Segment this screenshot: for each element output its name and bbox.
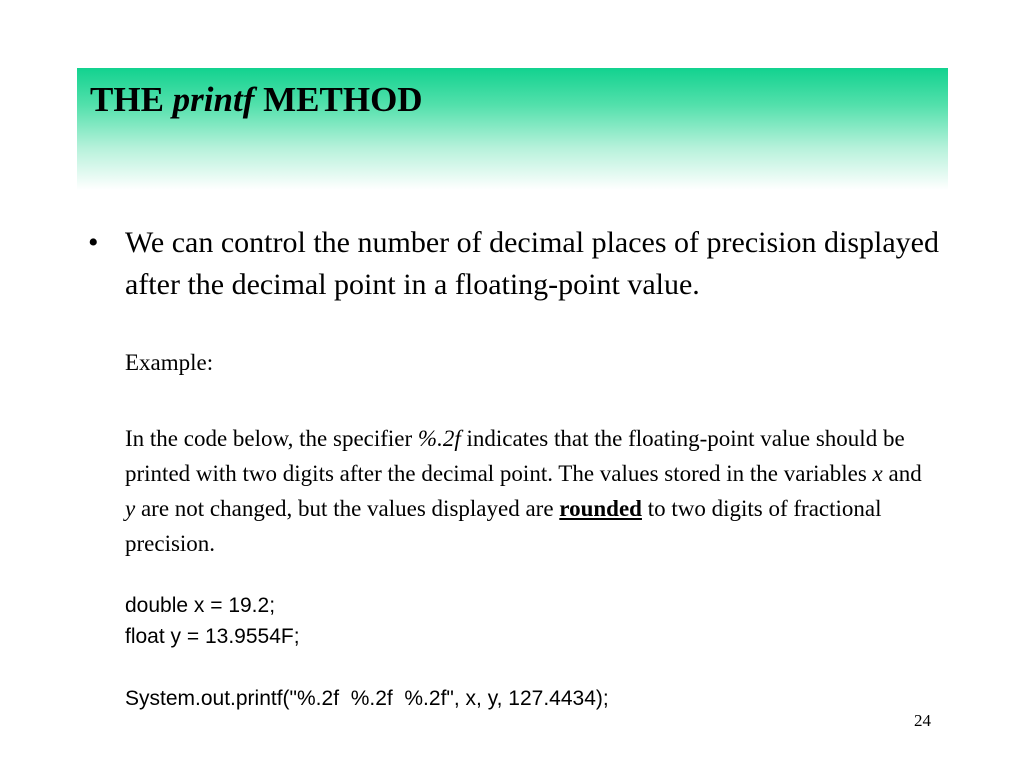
variable-y: y	[125, 496, 136, 521]
variable-x: x	[872, 461, 883, 486]
bullet-marker: •	[88, 226, 99, 259]
format-specifier: %.2f	[417, 426, 461, 451]
code-line: float y = 13.9554F;	[125, 625, 300, 648]
paragraph-text-2: indicates that the floating-point value should be printed with two digits after the decimal point. The values stored in the variables	[125, 426, 905, 486]
paragraph-text-4: are not changed, but the values displayed are	[135, 496, 560, 521]
title-word-method: METHOD	[263, 80, 423, 119]
code-line: double x = 19.2;	[125, 594, 276, 617]
rounded-emphasis: rounded	[559, 496, 642, 521]
code-block	[125, 590, 609, 714]
slide-title	[90, 78, 423, 122]
bullet-text: We can control the number of decimal places of precision displayed after the decimal point in a floating-point value.	[125, 226, 939, 301]
title-word-the: THE	[90, 80, 164, 119]
title-word-printf: printf	[172, 80, 255, 119]
paragraph-text-5: to two digits of fractional precision.	[125, 496, 882, 556]
explanation-paragraph	[125, 421, 925, 561]
code-line-blank	[125, 652, 609, 683]
code-line: System.out.printf("%.2f %.2f %.2f", x, y, 127.4434);	[125, 687, 609, 710]
example-label: Example:	[125, 350, 214, 375]
page-number: 24	[914, 711, 931, 730]
paragraph-text-1: In the code below, the specifier	[125, 426, 418, 451]
paragraph-text-3: and	[882, 461, 922, 486]
